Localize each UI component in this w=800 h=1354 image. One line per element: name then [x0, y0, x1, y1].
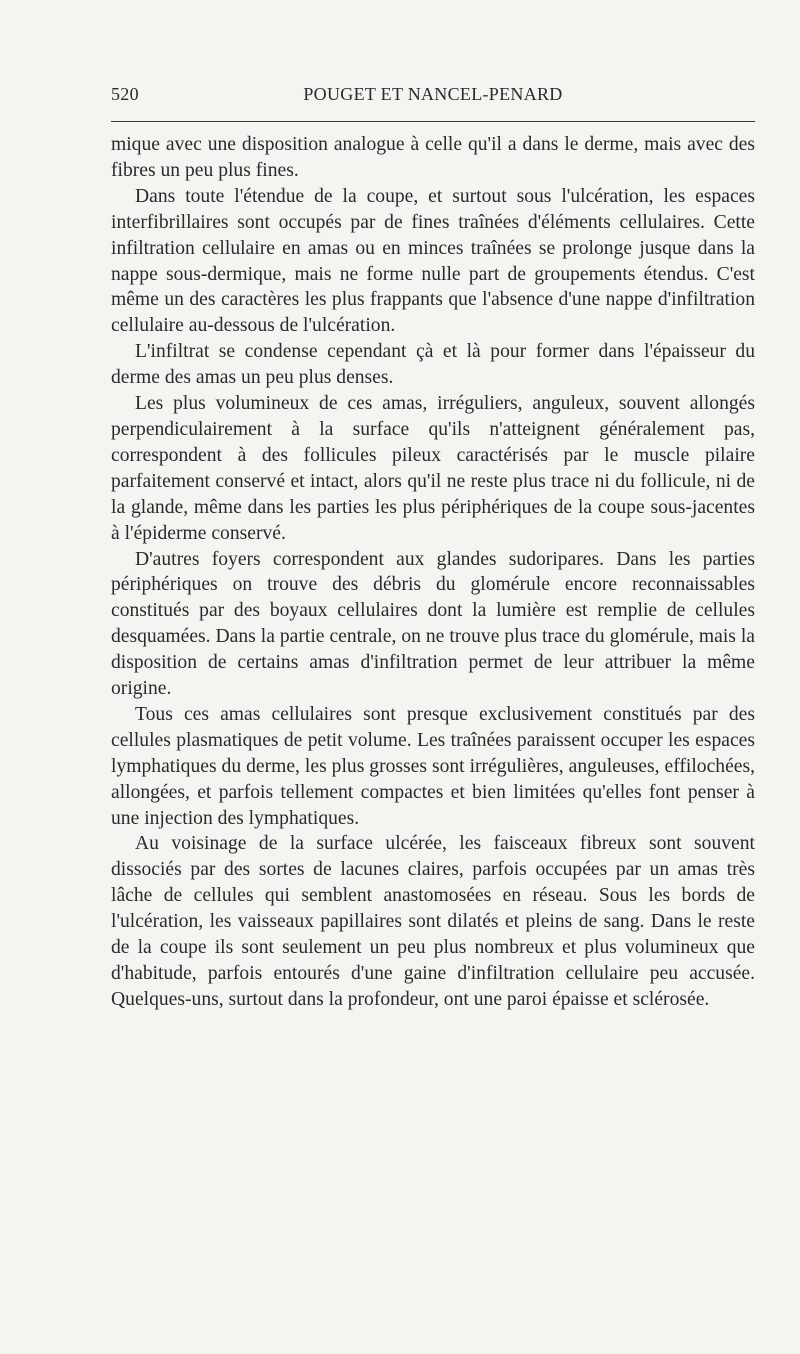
paragraph: D'autres foyers correspondent aux glandes sudoripares. Dans les parties périphériques on trouve des débris du glomérule encore reconnaissables constitués par des boyaux cellulaires dont la lumière est remplie de cellules desquamées. Dans la partie centrale, on ne trouve plus trace du glomérule, mais la disposition de certains amas d'infiltration permet de leur attribuer la même origine. — [111, 548, 755, 700]
body-text — [111, 132, 755, 1013]
paragraph: Tous ces amas cellulaires sont presque exclusivement constitués par des cellules plasmatiques de petit volume. Les traînées paraissent occuper les espaces lymphatiques du derme, les plus grosses sont irrégulières, anguleuses, effilochées, allongées, et parfois tellement compactes et bien limitées qu'elles font penser à une injection des lymphatiques. — [111, 703, 755, 829]
running-title: POUGET ET NANCEL-PENARD — [303, 84, 563, 104]
paragraph: Les plus volumineux de ces amas, irréguliers, anguleux, souvent allongés perpendiculairement à la surface qu'ils n'atteignent généralement pas, correspondent à des follicules pileux caractérisés par le muscle pilaire parfaitement conservé et intact, alors qu'il ne reste plus trace ni du follicule, ni de la glande, même dans les parties les plus périphériques de la coupe sous-jacentes à l'épiderme conservé. — [111, 393, 755, 544]
paragraph: mique avec une disposition analogue à celle qu'il a dans le derme, mais avec des fibres un peu plus fines. — [111, 134, 755, 181]
page-number: 520 — [111, 84, 139, 104]
page-header — [111, 80, 755, 110]
header-rule — [111, 121, 755, 122]
paragraph: L'infiltrat se condense cependant çà et là pour former dans l'épaisseur du derme des amas un peu plus denses. — [111, 341, 755, 389]
paragraph: Dans toute l'étendue de la coupe, et surtout sous l'ulcération, les espaces interfibrillaires sont occupés par de fines traînées d'éléments cellulaires. Cette infiltration cellulaire en amas ou en minces traînées se prolonge jusque dans la nappe sous-dermique, mais ne forme nulle part de groupements étendus. C'est même un des caractères les plus frappants que l'absence d'une nappe d'infiltration cellulaire au-dessous de l'ulcération. — [111, 185, 755, 337]
paragraph: Au voisinage de la surface ulcérée, les faisceaux fibreux sont souvent dissociés par des sortes de lacunes claires, parfois occupées par un amas très lâche de cellules qui semblent anastomosées en réseau. Sous les bords de l'ulcération, les vaisseaux papillaires sont dilatés et pleins de sang. Dans le reste de la coupe ils sont seulement un peu plus nombreux et plus volumineux que d'habitude, parfois entourés d'une gaine d'infiltration cellulaire peu accusée. Quelques-uns, surtout dans la profondeur, ont une paroi épaisse et sclérosée. — [111, 833, 755, 1010]
